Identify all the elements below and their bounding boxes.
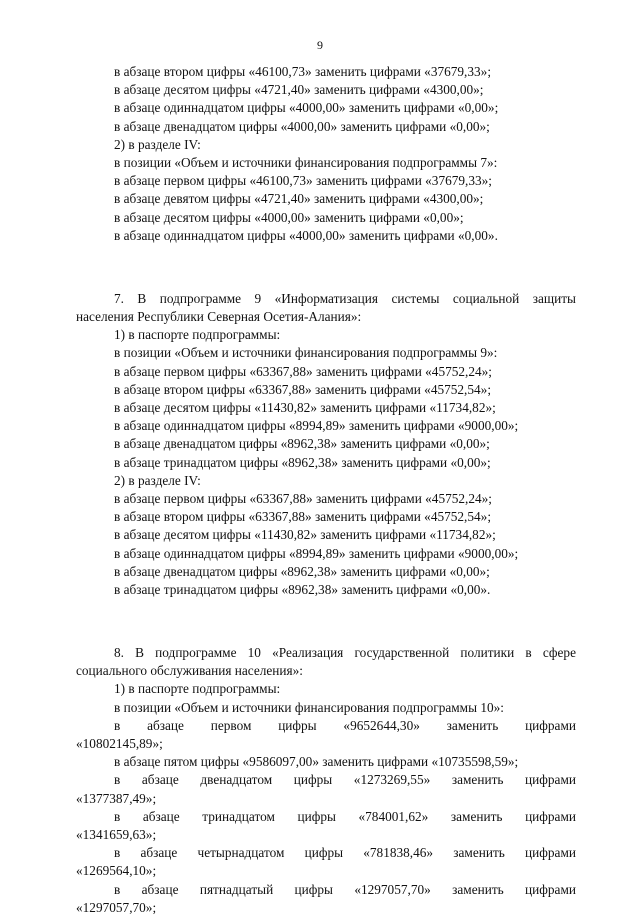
text-line: в абзаце двенадцатом цифры «1273269,55» заменить цифрами	[114, 772, 576, 788]
text-line: в абзаце десятом цифры «4721,40» заменить цифрами «4300,00»;	[114, 82, 484, 98]
text-line: в абзаце двенадцатом цифры «4000,00» заменить цифрами «0,00»;	[114, 118, 490, 134]
text-line: «1341659,63»;	[76, 827, 157, 843]
text-line: населения Республики Северная Осетия-Алания»:	[76, 309, 362, 325]
text-line: в абзаце одиннадцатом цифры «4000,00» заменить цифрами «0,00»;	[114, 100, 499, 116]
text-line: в абзаце первом цифры «63367,88» заменить цифрами «45752,24»;	[114, 491, 493, 507]
text-line: в позиции «Объем и источники финансирования подпрограммы 9»:	[114, 345, 498, 361]
text-line: социального обслуживания населения»:	[76, 663, 303, 679]
text-line: 7. В подпрограмме 9 «Информатизация системы социальной защиты	[114, 290, 576, 306]
text-line: в абзаце десятом цифры «11430,82» заменить цифрами «11734,82»;	[114, 527, 496, 543]
text-line: 2) в разделе IV:	[114, 472, 201, 488]
text-line: в позиции «Объем и источники финансирования подпрограммы 10»:	[114, 699, 504, 715]
text-line: в абзаце десятом цифры «4000,00» заменить цифрами «0,00»;	[114, 209, 464, 225]
text-line: в абзаце первом цифры «9652644,30» заменить цифрами	[114, 717, 576, 733]
text-line: в абзаце тринадцатом цифры «784001,62» заменить цифрами	[114, 808, 576, 824]
text-line: в абзаце двенадцатом цифры «8962,38» заменить цифрами «0,00»;	[114, 436, 490, 452]
text-line: в абзаце пятом цифры «9586097,00» заменить цифрами «10735598,59»;	[114, 754, 519, 770]
text-line: в абзаце втором цифры «46100,73» заменить цифрами «37679,33»;	[114, 64, 492, 79]
text-line: в позиции «Объем и источники финансирования подпрограммы 7»:	[114, 155, 498, 171]
text-line: 1) в паспорте подпрограммы:	[114, 681, 281, 697]
text-line: в абзаце одиннадцатом цифры «8994,89» заменить цифрами «9000,00»;	[114, 545, 519, 561]
text-line: в абзаце втором цифры «63367,88» заменить цифрами «45752,54»;	[114, 509, 492, 525]
text-line: «10802145,89»;	[76, 736, 163, 752]
text-line: в абзаце пятнадцатый цифры «1297057,70» заменить цифрами	[114, 881, 576, 897]
paragraph-gap	[76, 258, 576, 276]
text-line: в абзаце двенадцатом цифры «8962,38» заменить цифрами «0,00»;	[114, 563, 490, 579]
text-line: 1) в паспорте подпрограммы:	[114, 327, 281, 343]
text-line: «1297057,70»;	[76, 899, 157, 915]
text-line: в абзаце тринадцатом цифры «8962,38» заменить цифрами «0,00»;	[114, 454, 491, 470]
text-line: в абзаце одиннадцатом цифры «8994,89» заменить цифрами «9000,00»;	[114, 418, 519, 434]
text-line: в абзаце первом цифры «63367,88» заменить цифрами «45752,24»;	[114, 363, 493, 379]
text-line: 2) в разделе IV:	[114, 136, 201, 152]
text-line: в абзаце одиннадцатом цифры «4000,00» заменить цифрами «0,00».	[114, 227, 498, 243]
paragraph-gap	[76, 613, 576, 631]
text-line: в абзаце первом цифры «46100,73» заменить цифрами «37679,33»;	[114, 173, 493, 189]
text-line: в абзаце четырнадцатом цифры «781838,46» заменить цифрами	[114, 845, 576, 861]
text-line: в абзаце втором цифры «63367,88» заменить цифрами «45752,54»;	[114, 381, 492, 397]
text-line: в абзаце десятом цифры «11430,82» заменить цифрами «11734,82»;	[114, 400, 496, 416]
text-line: в абзаце девятом цифры «4721,40» заменить цифрами «4300,00»;	[114, 191, 484, 207]
text-line: «1269564,10»;	[76, 863, 157, 879]
document-body	[76, 63, 576, 917]
text-line: 8. В подпрограмме 10 «Реализация государственной политики в сфере	[114, 645, 576, 661]
text-line: «1377387,49»;	[76, 790, 157, 806]
text-line: в абзаце тринадцатом цифры «8962,38» заменить цифрами «0,00».	[114, 582, 491, 598]
page-number: 9	[317, 38, 323, 52]
